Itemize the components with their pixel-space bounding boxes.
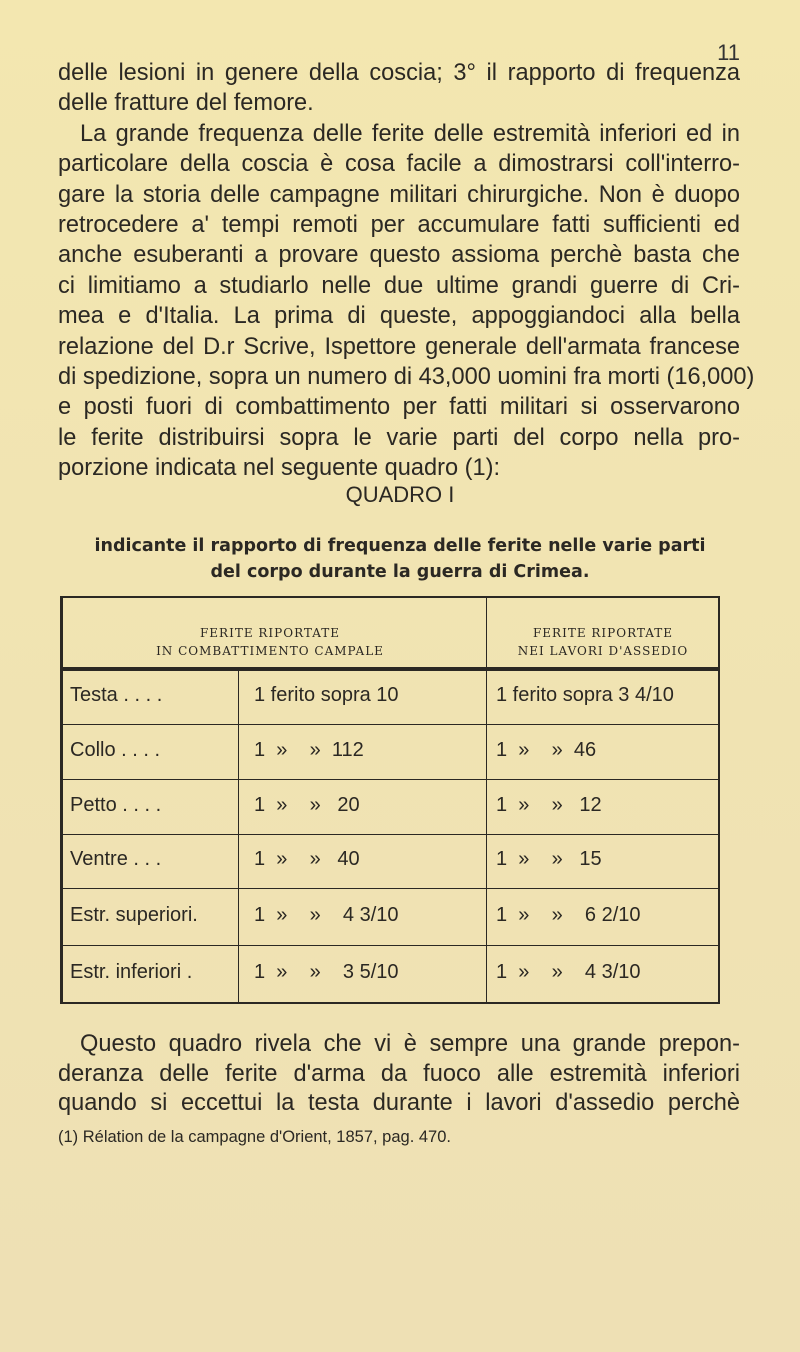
page-number: 11 [717,40,740,65]
main-paragraph [58,58,755,484]
wounds-table [60,596,720,1004]
table-cell: Estr. inferiori . [70,961,193,983]
paragraph-line: delle lesioni in genere della coscia; 3° il rapporto di frequenza [58,60,740,86]
paragraph-line: relazione del D.r Scrive, Ispettore generale dell'armata francese [58,333,740,360]
table-cell: Ventre . . . [70,848,162,870]
paragraph-line: anche esuberanti a provare questo assioma perchè basta che [58,242,740,269]
header-assedio: FERITE RIPORTATE NEI LAVORI D'ASSEDIO [517,626,689,658]
row-divider [62,834,718,835]
row-divider [62,724,718,725]
table-cell: 1 » » 112 [254,739,364,761]
table-cell: 1 » » 4 3/10 [254,904,399,926]
table-cell: 1 » » 40 [254,848,360,870]
table-cell: Collo . . . . [70,739,161,761]
paragraph-line: particolare della coscia è cosa facile a dimostrarsi coll'interro- [58,151,740,178]
table-cell: 1 ferito sopra 3 4/10 [496,684,674,706]
footnote: (1) Rélation de la campagne d'Orient, 1857, pag. 470. [58,1128,451,1146]
table-cell: 1 » » 4 3/10 [496,961,641,983]
paragraph-line: porzione indicata nel seguente quadro (1): [58,455,501,482]
paragraph-line: La grande frequenza delle ferite delle estremità inferiori ed in [80,120,740,147]
paragraph-line: quando si eccettui la testa durante i lavori d'assedio perchè [58,1090,740,1116]
paragraph-line: delle fratture del femore. [58,90,314,117]
table-cell: 1 » » 3 5/10 [254,961,399,983]
table-cell: Testa . . . . [70,684,163,706]
header-campale: FERITE RIPORTATE IN COMBATTIMENTO CAMPALE [156,626,384,658]
paragraph-line: ci limitiamo a studiarlo nelle due ultime grandi guerre di Cri- [58,272,740,299]
table-title: QUADRO I [345,482,455,507]
row-divider [62,945,718,946]
paragraph-line: e posti fuori di combattimento per fatti militari si osservarono [58,394,740,421]
paragraph-line: Questo quadro rivela che vi è sempre una grande prepon- [80,1031,740,1057]
paragraph-line: mea e d'Italia. La prima di queste, appoggiandoci alla bella [58,303,740,330]
table-cell: 1 » » 12 [496,794,602,816]
table-caption: del corpo durante la guerra di Crimea. [210,562,590,582]
paragraph-line: di spedizione, sopra un numero di 43,000 uomini fra morti (16,000) [58,364,755,391]
closing-paragraph [58,1030,740,1119]
table-cell: 1 ferito sopra 10 [254,684,399,706]
paragraph-line: le ferite distribuirsi sopra le varie parti del corpo nella pro- [58,424,740,451]
table-cell: 1 » » 20 [254,794,360,816]
table-cell: 1 » » 15 [496,848,602,870]
table-cell: 1 » » 6 2/10 [496,904,641,926]
table-cell: Petto . . . . [70,794,162,816]
header-separator [62,667,718,671]
row-divider [62,888,718,889]
column-divider [238,671,239,1002]
paragraph-line: gare la storia delle campagne militari chirurgiche. Non è duopo [58,181,740,208]
table-cell: 1 » » 46 [496,739,597,761]
column-divider [486,598,487,1002]
row-divider [62,779,718,780]
paragraph-line: deranza delle ferite d'arma da fuoco alle estremità inferiori [58,1060,740,1087]
table-cell: Estr. superiori. [70,904,198,926]
table-caption: indicante il rapporto di frequenza delle ferite nelle varie parti [94,536,706,556]
paragraph-line: retrocedere a' tempi remoti per accumulare fatti sufficienti ed [58,212,740,239]
